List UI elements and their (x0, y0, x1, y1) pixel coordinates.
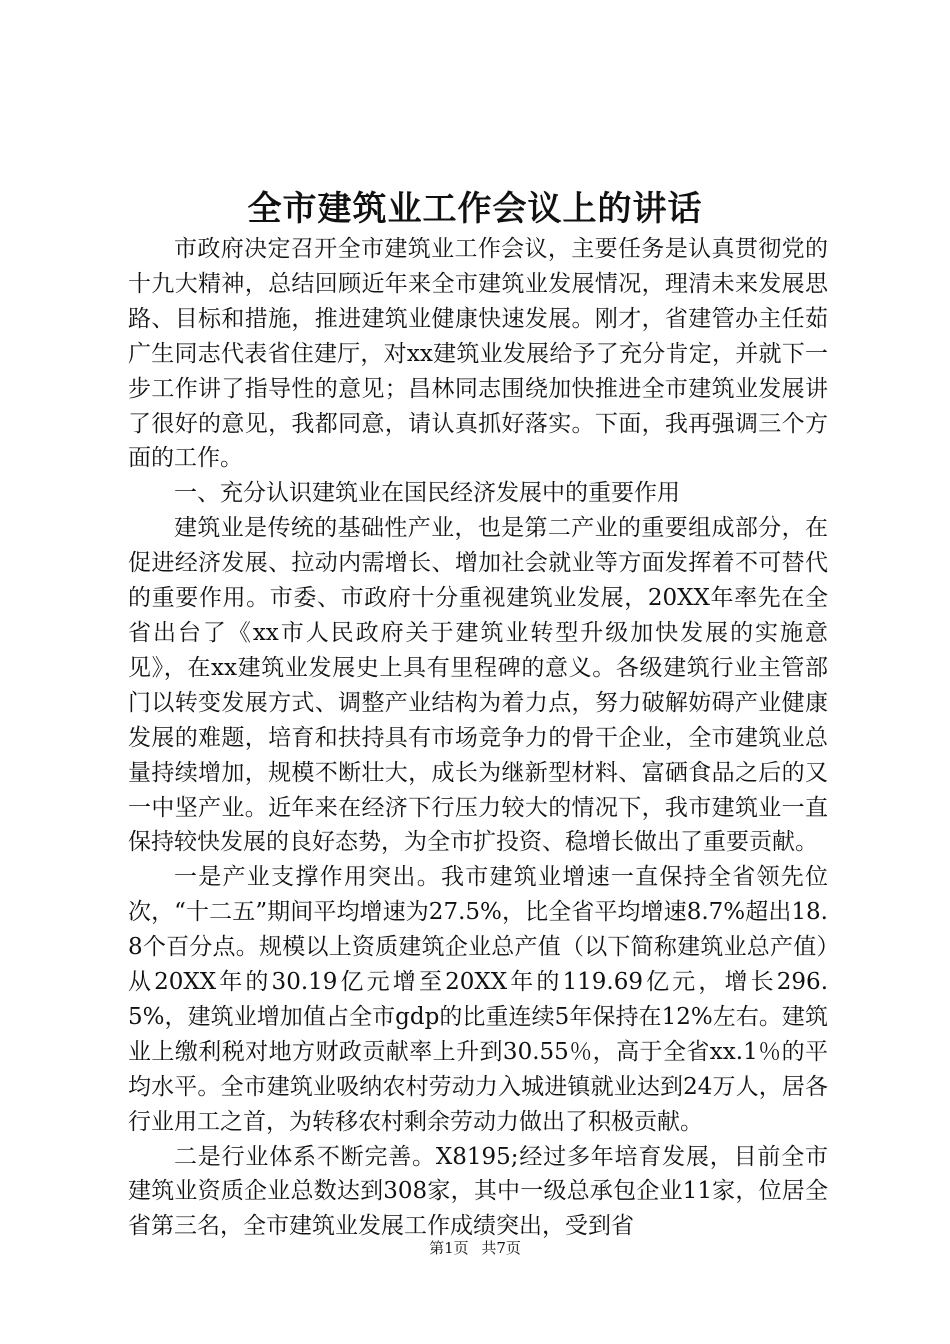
document-body (128, 232, 828, 1244)
page-footer (0, 1238, 950, 1258)
paragraph-intro: 市政府决定召开全市建筑业工作会议，主要任务是认真贯彻党的十九大精神，总结回顾近年来全市建筑业发展情况，理清未来发展思路、目标和措施，推进建筑业健康快速发展。刚才，省建管办主任茹广生同志代表省住建厅，对xx建筑业发展给予了充分肯定，并就下一步工作讲了指导性的意见；昌林同志围绕加快推进全市建筑业发展讲了很好的意见，我都同意，请认真抓好落实。下面，我再强调三个方面的工作。 (128, 236, 828, 472)
page-number: 第1页 (429, 1239, 469, 1257)
document-title: 全市建筑业工作会议上的讲话 (247, 189, 703, 229)
section-heading-1: 一、充分认识建筑业在国民经济发展中的重要作用 (174, 480, 680, 507)
paragraph-industry-role: 建筑业是传统的基础性产业，也是第二产业的重要组成部分，在促进经济发展、拉动内需增长、增加社会就业等方面发挥着不可替代的重要作用。市委、市政府十分重视建筑业发展，20XX年率先在全省出台了《xx市人民政府关于建筑业转型升级加快发展的实施意见》，在xx建筑业发展史上具有里程碑的意义。各级建筑行业主管部门以转变发展方式、调整产业结构为着力点，努力破解妨碍产业健康发展的难题，培育和扶持具有市场竞争力的骨干企业，全市建筑业总量持续增加，规模不断壮大，成长为继新型材料、富硒食品之后的又一中坚产业。近年来在经济下行压力较大的情况下，我市建筑业一直保持较快发展的良好态势，为全市扩投资、稳增长做出了重要贡献。 (128, 515, 828, 856)
page-total: 共7页 (481, 1239, 521, 1257)
paragraph-point-one: 一是产业支撑作用突出。我市建筑业增速一直保持全省领先位次，“十二五”期间平均增速为27.5%，比全省平均增速8.7%超出18.8个百分点。规模以上资质建筑企业总产值（以下简称建筑业总产值）从20XX年的30.19亿元增至20XX年的119.69亿元，增长296.5%，建筑业增加值占全市gdp的比重连续5年保持在12%左右。建筑业上缴利税对地方财政贡献率上升到30.55％，高于全省xx.1％的平均水平。全市建筑业吸纳农村劳动力入城进镇就业达到24万人，居各行业用工之首，为转移农村剩余劳动力做出了积极贡献。 (128, 864, 828, 1135)
paragraph-point-two: 二是行业体系不断完善。X8195;经过多年培育发展，目前全市建筑业资质企业总数达到308家，其中一级总承包企业11家，位居全省第三名，全市建筑业发展工作成绩突出，受到省 (128, 1143, 828, 1240)
